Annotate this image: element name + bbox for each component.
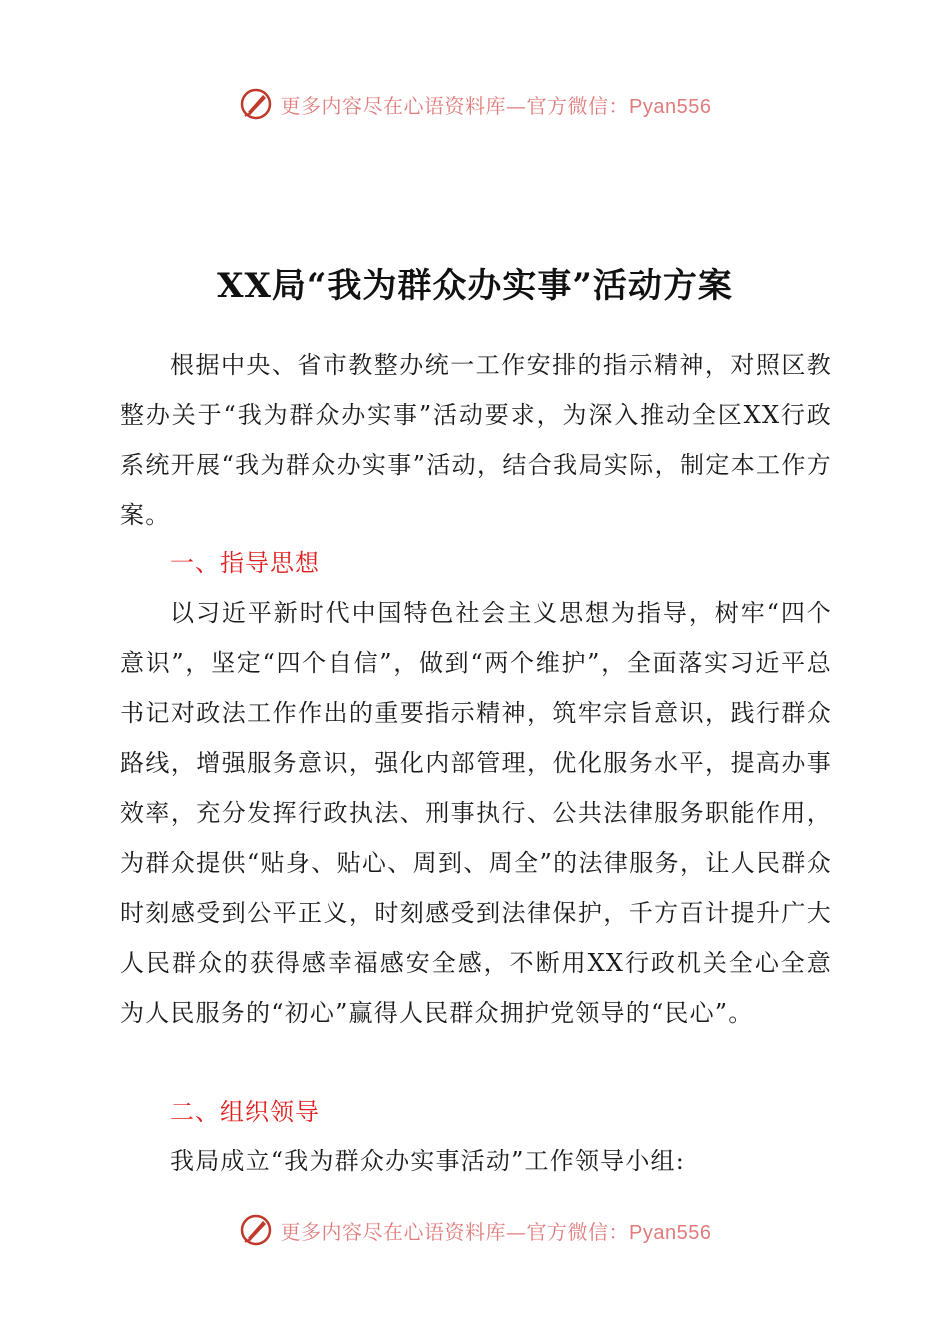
pen-logo-icon bbox=[239, 87, 273, 121]
watermark-bottom bbox=[0, 1210, 950, 1250]
section-heading-leadership: 二、组织领导 bbox=[170, 1098, 320, 1126]
leadership-paragraph: 我局成立“我为群众办实事活动”工作领导小组: bbox=[170, 1147, 686, 1175]
document-title: XX局“我为群众办实事”活动方案 bbox=[217, 266, 733, 306]
section-heading-guiding-thought: 一、指导思想 bbox=[170, 549, 320, 577]
watermark-text: 更多内容尽在心语资料库—官方微信：Pyan556 bbox=[280, 93, 712, 118]
watermark-text: 更多内容尽在心语资料库—官方微信：Pyan556 bbox=[280, 1219, 712, 1244]
watermark-top bbox=[0, 84, 950, 124]
intro-paragraph: 根据中央、省市教整办统一工作安排的指示精神，对照区教整办关于“我为群众办实事”活动要求，为深入推动全区XX行政系统开展“我为群众办实事”活动，结合我局实际，制定本工作方案。 bbox=[120, 351, 832, 529]
pen-logo-icon bbox=[239, 1213, 273, 1247]
guiding-thought-paragraph: 以习近平新时代中国特色社会主义思想为指导，树牢“四个意识”，坚定“四个自信”，做到“两个维护”，全面落实习近平总书记对政法工作作出的重要指示精神，筑牢宗旨意识，践行群众路线，增强服务意识，强化内部管理，优化服务水平，提高办事效率，充分发挥行政执法、刑事执行、公共法律服务职能作用，为群众提供“贴身、贴心、周到、周全”的法律服务，让人民群众时刻感受到公平正义，时刻感受到法律保护，千方百计提升广大人民群众的获得感幸福感安全感，不断用XX行政机关全心全意为人民服务的“初心”赢得人民群众拥护党领导的“民心”。 bbox=[120, 599, 832, 1027]
